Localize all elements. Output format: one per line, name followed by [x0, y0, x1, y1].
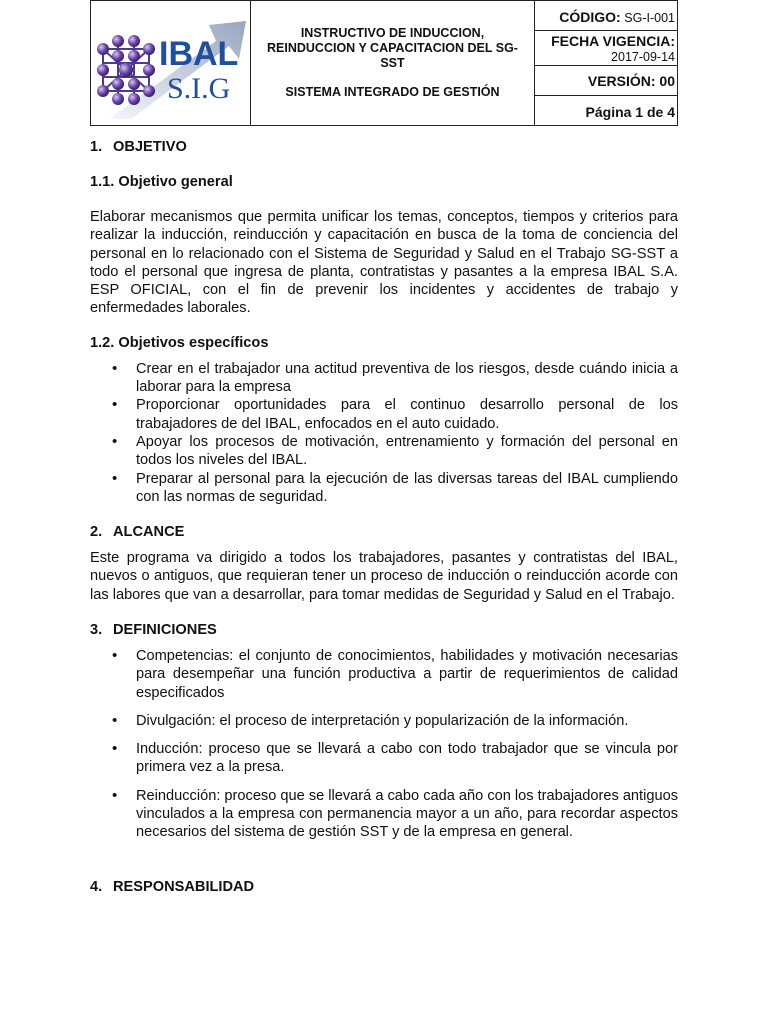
list-item: • Competencias: el conjunto de conocimientos, habilidades y motivación necesarias para desempeñar una función productiva a partir de requerimientos de calidad especificados — [90, 647, 678, 702]
fecha-label: FECHA VIGENCIA: — [551, 33, 675, 49]
document-header — [90, 0, 678, 126]
document-title-cell — [251, 1, 535, 125]
document-title: INSTRUCTIVO DE INDUCCION, REINDUCCION Y CAPACITACION DEL SG-SST — [267, 26, 518, 70]
page-number: Página 1 de 4 — [585, 104, 675, 120]
codigo-value: SG-I-001 — [624, 11, 675, 25]
list-item: • Crear en el trabajador una actitud preventiva de los riesgos, desde cuándo inicia a laborar para la empresa — [90, 360, 678, 397]
section-1-1-text: Elaborar mecanismos que permita unificar los temas, conceptos, tiempos y criterios para realizar la inducción, reinducción y capacitación en busca de la toma de conciencia del personal en lo relacionado con el Sistema de Seguridad y Salud en el Trabajo SG-SST a todo el personal que ingresa de planta, contratistas y pasantes a la empresa IBAL S.A. ESP OFICIAL, con el fin de prevenir los incidentes y accidentes de trabajo y enfermedades laborales. — [90, 208, 678, 317]
ibal-logo — [91, 1, 251, 125]
logo-sub: S.I.G — [167, 72, 231, 105]
version-label: VERSIÓN: 00 — [587, 73, 675, 89]
list-item: • Inducción: proceso que se llevará a cabo con todo trabajador que se vincula por primera vez a la presa. — [90, 740, 678, 777]
version-row — [535, 66, 677, 96]
list-item: • Preparar al personal para la ejecución de las diversas tareas del IBAL cumpliendo con las normas de seguridad. — [90, 470, 678, 507]
document-system-title: SISTEMA INTEGRADO DE GESTIÓN — [285, 85, 500, 99]
fecha-row — [535, 31, 677, 66]
codigo-label: CÓDIGO: — [559, 9, 621, 25]
list-item: • Proporcionar oportunidades para el continuo desarrollo personal de los trabajadores de del IBAL, enfocados en el auto cuidado. — [90, 396, 678, 433]
section-2-text: Este programa va dirigido a todos los trabajadores, pasantes y contratistas del IBAL, nuevos o antiguos, que requieran tener un proceso de inducción o reinducción acorde con las labores que van a desarrollar, para tomar medidas de Seguridad y Salud en el Trabajo. — [90, 550, 678, 603]
document-body — [90, 138, 678, 896]
list-item: • Reinducción: proceso que se llevará a cabo cada año con los trabajadores antiguos vinculados a la empresa con permanencia mayor a un año, para recordar aspectos necesarios del sistema de gestión SST y de la empresa en general. — [90, 787, 678, 842]
section-1-2-heading: 1.2. Objetivos específicos — [90, 335, 269, 352]
section-2-heading: 2. ALCANCE — [90, 523, 185, 540]
document-meta — [535, 1, 677, 125]
list-item: • Apoyar los procesos de motivación, entrenamiento y formación del personal en todos los niveles del IBAL. — [90, 433, 678, 470]
logo-word: IBAL — [159, 35, 239, 73]
fecha-value: 2017-09-14 — [611, 50, 675, 64]
ibal-logo-graphic — [91, 1, 250, 125]
list-item: • Divulgación: el proceso de interpretación y popularización de la información. — [90, 712, 678, 730]
definitions-list — [90, 647, 678, 842]
objectives-list — [90, 360, 678, 506]
section-3-heading: 3. DEFINICIONES — [90, 621, 217, 638]
section-4-heading: 4. RESPONSABILIDAD — [90, 878, 255, 895]
section-1-heading: 1. OBJETIVO — [90, 139, 187, 155]
pagina-row — [535, 96, 677, 127]
section-1-1-heading: 1.1. Objetivo general — [90, 173, 233, 190]
codigo-row — [535, 1, 677, 31]
